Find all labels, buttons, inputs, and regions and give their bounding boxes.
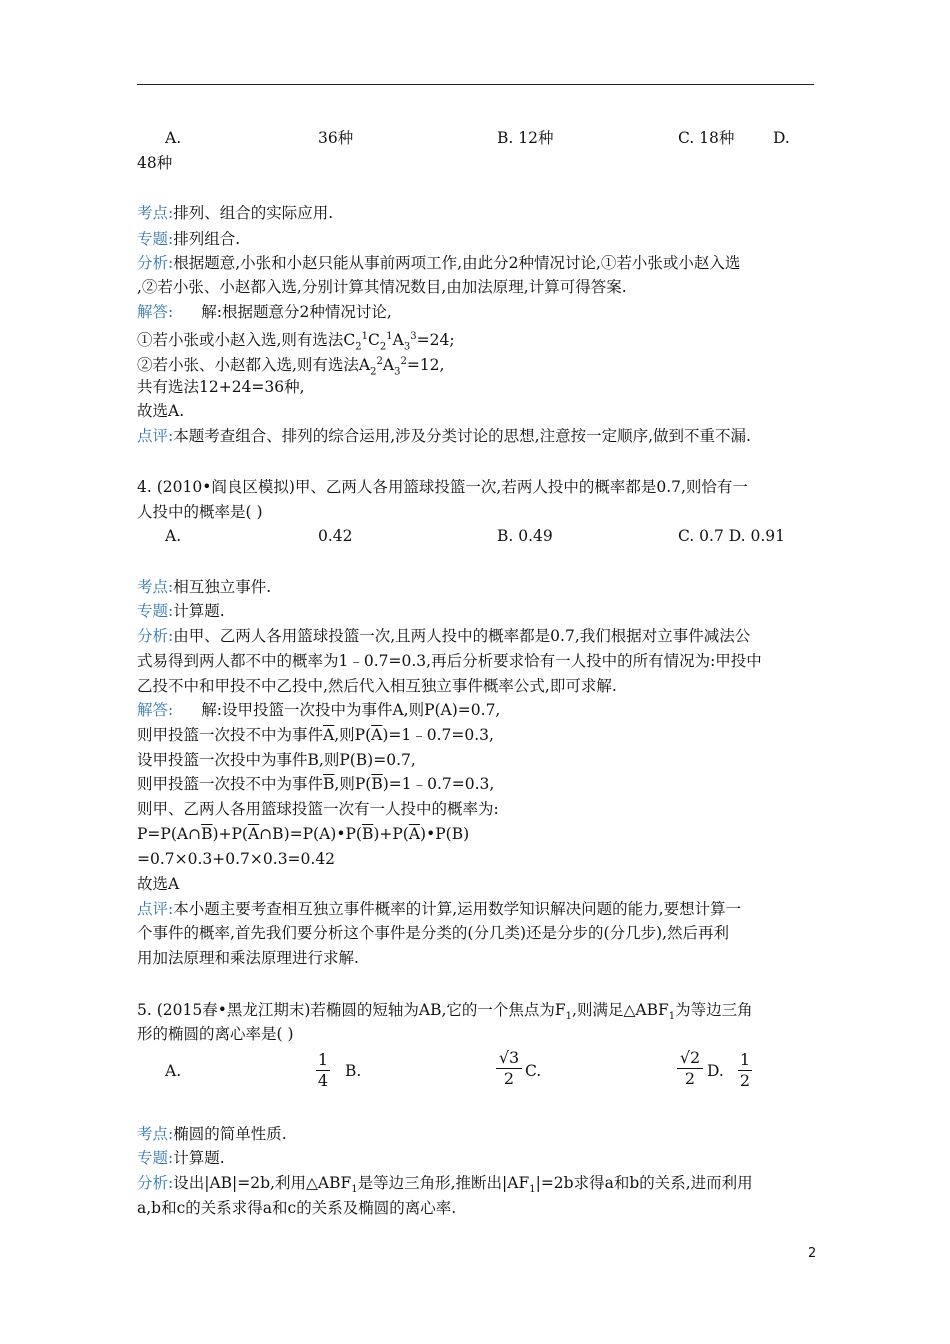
q3-line-3: ②若小张、小赵都入选,则有选法$A_2^2A_3^2=12$, [137, 356, 445, 378]
header-rule [137, 84, 814, 85]
q5-option-b-fraction: √3 2 [496, 1049, 522, 1088]
q3-zhuanti: 专题:排列组合. [137, 230, 241, 248]
q4-option-c-d: C. 0.7 D. 0.91 [678, 527, 785, 545]
q5-zhuanti: 专题:计算题. [137, 1149, 225, 1167]
q4-stem-cont: 人投中的概率是( ) [137, 503, 263, 521]
q4-zhuanti: 专题:计算题. [137, 602, 225, 620]
q3-jieda: 解答: 解:根据题意分2种情况讨论, [137, 303, 392, 321]
q4-dianping-cont: 个事件的概率,首先我们要分析这个事件是分类的(分几类)还是分步的(分几步),然后再利 [137, 924, 730, 942]
q5-option-c-fraction: √2 2 [677, 1049, 703, 1088]
q4-line-4: 则甲投篮一次投不中为事件$\overline{B}$,则$P(\overline{B})=1﹣0.7=0.3$, [137, 775, 495, 793]
q3-dianping: 点评:本题考查组合、排列的综合运用,涉及分类讨论的思想,注意按一定顺序,做到不重不漏. [137, 427, 751, 445]
q4-line-6: $P=P(A\cap\overline{B})+P(\overline{A}\cap B)=P(A)•P(\overline{B})+P(\overline{A})•P(B)$ [137, 825, 470, 843]
q4-dianping: 点评:本小题主要考查相互独立事件概率的计算,运用数学知识解决问题的能力,要想计算一 [137, 900, 742, 918]
q5-fenxi-cont: a,b和c的关系求得a和c的关系及椭圆的离心率. [137, 1199, 457, 1217]
q4-option-a-value: 0.42 [318, 527, 353, 545]
q4-option-b: B. 0.49 [497, 527, 553, 545]
q4-line-8: 故选A [137, 875, 180, 893]
q4-line-7: =0.7×0.3+0.7×0.3=0.42 [137, 850, 336, 868]
q5-option-a-fraction: 1 4 [317, 1050, 329, 1090]
q4-line-2: 则甲投篮一次投不中为事件$\overline{A}$,则$P(\overline{A})=1﹣0.7=0.3$, [137, 726, 494, 744]
q4-jieda: 解答: 解:设甲投篮一次投中为事件A,则P(A)=0.7, [137, 701, 501, 719]
q4-dianping-cont-2: 用加法原理和乘法原理进行求解. [137, 949, 359, 967]
page-number: 2 [808, 1246, 817, 1261]
q3-option-a-value: 36种 [318, 129, 354, 147]
q5-fenxi: 分析:设出|AB|=2b,利用$\triangle ABF_1$是等边三角形,推断出$|AF_1|=2b$求得a和b的关系,进而利用 [137, 1174, 753, 1196]
q4-stem: 4. (2010•阎良区模拟)甲、乙两人各用篮球投篮一次,若两人投中的概率都是0.7,则恰有一 [137, 478, 748, 496]
q5-stem: 5. (2015春•黑龙江期末)若椭圆的短轴为AB,它的一个焦点为$F_1$,则满足$\triangle ABF_1$为等边三角 [137, 1001, 753, 1023]
q3-option-c: C. 18种 [678, 129, 735, 147]
q3-kaodian: 考点:排列、组合的实际应用. [137, 204, 334, 222]
q4-line-3: 设甲投篮一次投中为事件B,则P(B)=0.7, [137, 751, 416, 769]
q4-fenxi-cont: 式易得到两人都不中的概率为1﹣0.7=0.3,再后分析要求恰有一人投中的所有情况为:甲投中 [137, 652, 762, 670]
q3-fenxi: 分析:根据题意,小张和小赵只能从事前两项工作,由此分2种情况讨论,①若小张或小赵入选 [137, 254, 741, 272]
q3-option-d-label: D. [773, 129, 790, 147]
q5-option-a-label: A. [165, 1062, 182, 1080]
q4-fenxi-cont-2: 乙投不中和甲投不中乙投中,然后代入相互独立事件概率公式,即可求解. [137, 677, 617, 695]
q5-stem-cont: 形的椭圆的离心率是( ) [137, 1025, 294, 1043]
q4-kaodian: 考点:相互独立事件. [137, 578, 272, 596]
q3-fenxi-cont: ,②若小张、小赵都入选,分别计算其情况数目,由加法原理,计算可得答案. [137, 278, 627, 296]
q3-option-d-value: 48种 [137, 154, 173, 172]
q3-line-5: 故选A. [137, 402, 185, 420]
q3-line-2: ①若小张或小赵入选,则有选法$C_2^1C_2^1A_3^3=24$; [137, 331, 455, 353]
q3-line-4: 共有选法12+24=36种, [137, 378, 305, 396]
q4-option-a-label: A. [165, 527, 182, 545]
q4-line-5: 则甲、乙两人各用篮球投篮一次有一人投中的概率为: [137, 800, 499, 818]
q5-option-b-label: B. [345, 1062, 362, 1080]
q5-option-d-label: D. [707, 1062, 724, 1080]
q5-option-d-fraction: 1 2 [739, 1050, 751, 1090]
q5-kaodian: 考点:椭圆的简单性质. [137, 1125, 287, 1143]
q3-option-b: B. 12种 [497, 129, 554, 147]
q3-option-a-label: A. [165, 129, 182, 147]
q4-fenxi: 分析:由甲、乙两人各用篮球投篮一次,且两人投中的概率都是0.7,我们根据对立事件减法公 [137, 627, 751, 645]
q5-option-c-label: C. [525, 1062, 542, 1080]
